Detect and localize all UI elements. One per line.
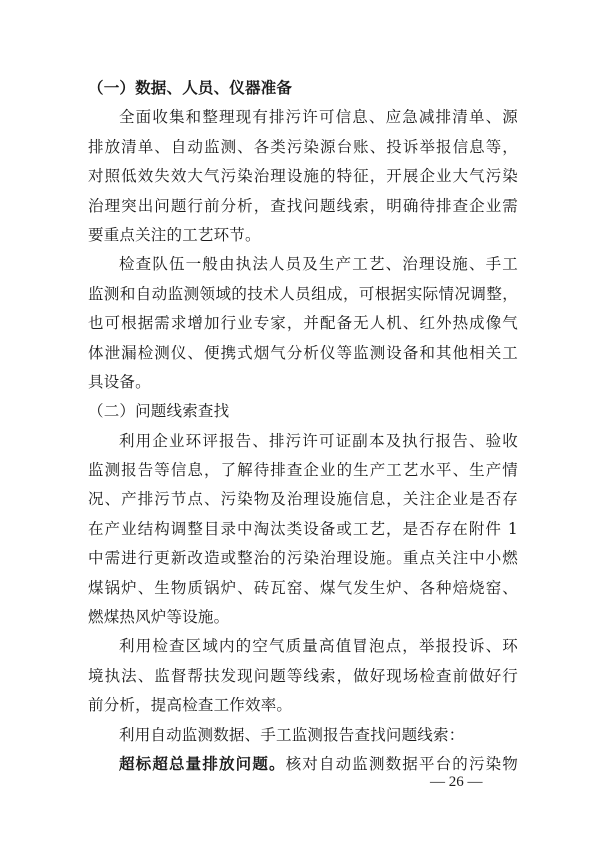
paragraph-line: 利用检查区域内的空气质量高值冒泡点，举报投诉、环 xyxy=(119,637,518,656)
paragraph-line: 煤锅炉、生物质锅炉、砖瓦窑、煤气发生炉、各种焙烧窑、 xyxy=(88,578,518,597)
section-heading: （一）数据、人员、仪器准备 xyxy=(88,79,293,97)
paragraph-line: 全面收集和整理现有排污许可信息、应急减排清单、源 xyxy=(119,108,518,127)
paragraph-line: 检查队伍一般由执法人员及生产工艺、治理设施、手工 xyxy=(119,255,518,274)
page-number: — 26 — xyxy=(430,774,483,790)
paragraph-line: 在产业结构调整目录中淘汰类设备或工艺，是否存在附件 1 xyxy=(88,519,518,538)
paragraph-line: 排放清单、自动监测、各类污染源台账、投诉举报信息等， xyxy=(88,137,518,156)
paragraph-line: 中需进行更新改造或整治的污染治理设施。重点关注中小燃 xyxy=(88,549,518,568)
paragraph-line: 前分析，提高检查工作效率。 xyxy=(88,696,293,715)
paragraph-line: 利用企业环评报告、排污许可证副本及执行报告、验收 xyxy=(119,431,518,450)
paragraph-line: 监测和自动监测领域的技术人员组成，可根据实际情况调整， xyxy=(88,284,518,303)
paragraph-line: 利用自动监测数据、手工监测报告查找问题线索： xyxy=(119,725,465,744)
paragraph-line: 境执法、监督帮扶发现问题等线索，做好现场检查前做好行 xyxy=(88,666,518,685)
paragraph-line: 具设备。 xyxy=(88,372,151,391)
bold-lead-text: 超标超总量排放问题。 xyxy=(119,754,286,773)
paragraph-line: 要重点关注的工艺环节。 xyxy=(88,225,261,244)
section-heading: （二）问题线索查找 xyxy=(88,402,230,421)
paragraph-line: 治理突出问题行前分析，查找问题线索，明确待排查企业需 xyxy=(88,196,518,215)
paragraph-line: 监测报告等信息，了解待排查企业的生产工艺水平、生产情 xyxy=(88,461,518,480)
paragraph-line: 对照低效失效大气污染治理设施的特征，开展企业大气污染 xyxy=(88,167,518,186)
document-page xyxy=(88,74,518,779)
paragraph-line: 况、产排污节点、污染物及治理设施信息，关注企业是否存 xyxy=(88,490,518,509)
paragraph-line: 也可根据需求增加行业专家，并配备无人机、红外热成像气 xyxy=(88,314,518,333)
paragraph-text: 核对自动监测数据平台的污染物 xyxy=(285,754,518,773)
paragraph-line: 体泄漏检测仪、便携式烟气分析仪等监测设备和其他相关工 xyxy=(88,343,518,362)
paragraph-line: 燃煤热风炉等设施。 xyxy=(88,608,230,627)
